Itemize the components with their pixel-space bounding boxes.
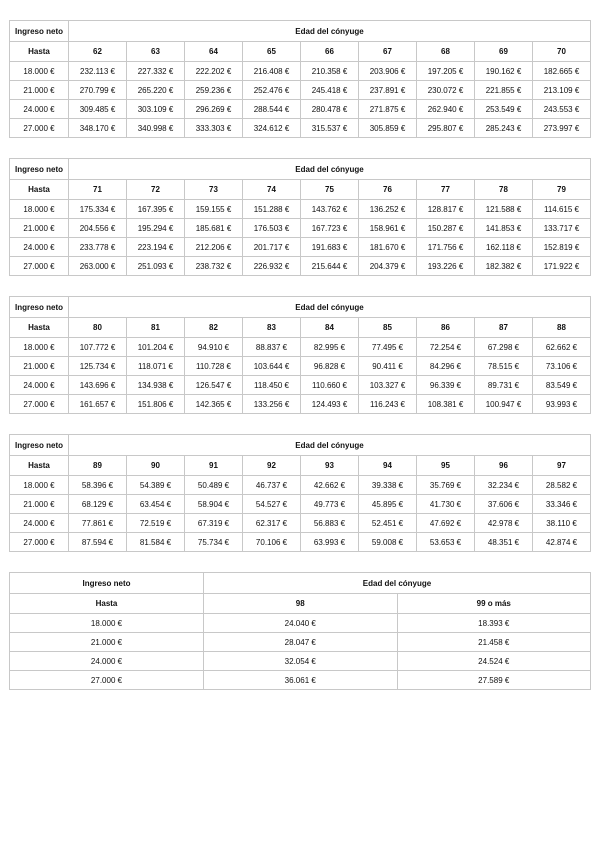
value-cell: 158.961 € xyxy=(359,219,417,238)
income-cell: 18.000 € xyxy=(10,614,204,633)
value-cell: 273.997 € xyxy=(533,119,591,138)
value-cell: 182.665 € xyxy=(533,62,591,81)
income-cell: 21.000 € xyxy=(10,81,69,100)
value-cell: 212.206 € xyxy=(185,238,243,257)
value-cell: 50.489 € xyxy=(185,476,243,495)
value-cell: 42.874 € xyxy=(533,533,591,552)
income-age-table xyxy=(9,572,591,690)
value-cell: 54.527 € xyxy=(243,495,301,514)
value-cell: 151.288 € xyxy=(243,200,301,219)
value-cell: 167.395 € xyxy=(127,200,185,219)
value-cell: 62.662 € xyxy=(533,338,591,357)
value-cell: 143.696 € xyxy=(69,376,127,395)
value-cell: 96.828 € xyxy=(301,357,359,376)
value-cell: 37.606 € xyxy=(475,495,533,514)
age-column-header: 94 xyxy=(359,456,417,476)
value-cell: 93.993 € xyxy=(533,395,591,414)
age-column-header: 87 xyxy=(475,318,533,338)
table-row xyxy=(10,357,591,376)
value-cell: 59.008 € xyxy=(359,533,417,552)
value-cell: 96.339 € xyxy=(417,376,475,395)
value-cell: 42.978 € xyxy=(475,514,533,533)
table-row xyxy=(10,81,591,100)
age-column-header: 66 xyxy=(301,42,359,62)
value-cell: 176.503 € xyxy=(243,219,301,238)
row-header: Hasta xyxy=(10,180,69,200)
age-column-header: 63 xyxy=(127,42,185,62)
table-row xyxy=(10,238,591,257)
value-cell: 226.932 € xyxy=(243,257,301,276)
value-cell: 221.855 € xyxy=(475,81,533,100)
value-cell: 83.549 € xyxy=(533,376,591,395)
value-cell: 133.256 € xyxy=(243,395,301,414)
value-cell: 133.717 € xyxy=(533,219,591,238)
table-row xyxy=(10,100,591,119)
value-cell: 63.993 € xyxy=(301,533,359,552)
value-cell: 171.756 € xyxy=(417,238,475,257)
value-cell: 136.252 € xyxy=(359,200,417,219)
value-cell: 253.549 € xyxy=(475,100,533,119)
value-cell: 303.109 € xyxy=(127,100,185,119)
value-cell: 48.351 € xyxy=(475,533,533,552)
value-cell: 210.358 € xyxy=(301,62,359,81)
value-cell: 103.644 € xyxy=(243,357,301,376)
income-cell: 21.000 € xyxy=(10,219,69,238)
table-row xyxy=(10,376,591,395)
value-cell: 28.582 € xyxy=(533,476,591,495)
income-cell: 27.000 € xyxy=(10,533,69,552)
income-cell: 24.000 € xyxy=(10,238,69,257)
value-cell: 27.589 € xyxy=(397,671,591,690)
income-cell: 24.000 € xyxy=(10,100,69,119)
age-column-header: 82 xyxy=(185,318,243,338)
value-cell: 94.910 € xyxy=(185,338,243,357)
value-cell: 309.485 € xyxy=(69,100,127,119)
value-cell: 271.875 € xyxy=(359,100,417,119)
value-cell: 315.537 € xyxy=(301,119,359,138)
table-row xyxy=(10,514,591,533)
value-cell: 296.269 € xyxy=(185,100,243,119)
value-cell: 58.904 € xyxy=(185,495,243,514)
age-column-header: 93 xyxy=(301,456,359,476)
value-cell: 348.170 € xyxy=(69,119,127,138)
value-cell: 38.110 € xyxy=(533,514,591,533)
value-cell: 110.728 € xyxy=(185,357,243,376)
value-cell: 227.332 € xyxy=(127,62,185,81)
corner-label: Ingreso neto xyxy=(10,159,69,180)
value-cell: 175.334 € xyxy=(69,200,127,219)
value-cell: 56.883 € xyxy=(301,514,359,533)
value-cell: 47.692 € xyxy=(417,514,475,533)
value-cell: 41.730 € xyxy=(417,495,475,514)
value-cell: 263.000 € xyxy=(69,257,127,276)
tables-container xyxy=(9,20,590,690)
value-cell: 125.734 € xyxy=(69,357,127,376)
value-cell: 39.338 € xyxy=(359,476,417,495)
value-cell: 128.817 € xyxy=(417,200,475,219)
value-cell: 67.319 € xyxy=(185,514,243,533)
income-cell: 24.000 € xyxy=(10,652,204,671)
value-cell: 245.418 € xyxy=(301,81,359,100)
corner-label: Ingreso neto xyxy=(10,573,204,594)
value-cell: 167.723 € xyxy=(301,219,359,238)
value-cell: 36.061 € xyxy=(204,671,398,690)
value-cell: 21.458 € xyxy=(397,633,591,652)
corner-label: Ingreso neto xyxy=(10,435,69,456)
value-cell: 82.995 € xyxy=(301,338,359,357)
age-column-header: 95 xyxy=(417,456,475,476)
table-row xyxy=(10,533,591,552)
table-row xyxy=(10,614,591,633)
value-cell: 190.162 € xyxy=(475,62,533,81)
age-column-header: 76 xyxy=(359,180,417,200)
value-cell: 45.895 € xyxy=(359,495,417,514)
value-cell: 72.254 € xyxy=(417,338,475,357)
value-cell: 67.298 € xyxy=(475,338,533,357)
age-column-header: 86 xyxy=(417,318,475,338)
age-column-header: 80 xyxy=(69,318,127,338)
value-cell: 35.769 € xyxy=(417,476,475,495)
value-cell: 238.732 € xyxy=(185,257,243,276)
value-cell: 89.731 € xyxy=(475,376,533,395)
value-cell: 204.556 € xyxy=(69,219,127,238)
value-cell: 124.493 € xyxy=(301,395,359,414)
income-cell: 21.000 € xyxy=(10,633,204,652)
value-cell: 90.411 € xyxy=(359,357,417,376)
value-cell: 52.451 € xyxy=(359,514,417,533)
age-column-header: 84 xyxy=(301,318,359,338)
row-header: Hasta xyxy=(10,594,204,614)
value-cell: 162.118 € xyxy=(475,238,533,257)
table-row xyxy=(10,62,591,81)
value-cell: 215.644 € xyxy=(301,257,359,276)
value-cell: 265.220 € xyxy=(127,81,185,100)
value-cell: 88.837 € xyxy=(243,338,301,357)
age-column-header: 64 xyxy=(185,42,243,62)
value-cell: 24.524 € xyxy=(397,652,591,671)
income-cell: 27.000 € xyxy=(10,671,204,690)
age-column-header: 73 xyxy=(185,180,243,200)
value-cell: 78.515 € xyxy=(475,357,533,376)
value-cell: 259.236 € xyxy=(185,81,243,100)
value-cell: 252.476 € xyxy=(243,81,301,100)
group-header: Edad del cónyuge xyxy=(69,159,591,180)
row-header: Hasta xyxy=(10,42,69,62)
value-cell: 243.553 € xyxy=(533,100,591,119)
group-header: Edad del cónyuge xyxy=(69,435,591,456)
value-cell: 204.379 € xyxy=(359,257,417,276)
value-cell: 42.662 € xyxy=(301,476,359,495)
value-cell: 295.807 € xyxy=(417,119,475,138)
value-cell: 121.588 € xyxy=(475,200,533,219)
value-cell: 116.243 € xyxy=(359,395,417,414)
value-cell: 340.998 € xyxy=(127,119,185,138)
value-cell: 84.296 € xyxy=(417,357,475,376)
value-cell: 32.234 € xyxy=(475,476,533,495)
income-age-table xyxy=(9,20,591,138)
age-column-header: 78 xyxy=(475,180,533,200)
age-column-header: 67 xyxy=(359,42,417,62)
value-cell: 32.054 € xyxy=(204,652,398,671)
income-cell: 27.000 € xyxy=(10,119,69,138)
age-column-header: 65 xyxy=(243,42,301,62)
value-cell: 191.683 € xyxy=(301,238,359,257)
age-column-header: 75 xyxy=(301,180,359,200)
table-row xyxy=(10,219,591,238)
value-cell: 223.194 € xyxy=(127,238,185,257)
age-column-header: 90 xyxy=(127,456,185,476)
row-header: Hasta xyxy=(10,318,69,338)
value-cell: 49.773 € xyxy=(301,495,359,514)
value-cell: 81.584 € xyxy=(127,533,185,552)
value-cell: 73.106 € xyxy=(533,357,591,376)
value-cell: 70.106 € xyxy=(243,533,301,552)
value-cell: 222.202 € xyxy=(185,62,243,81)
value-cell: 251.093 € xyxy=(127,257,185,276)
row-header: Hasta xyxy=(10,456,69,476)
income-cell: 21.000 € xyxy=(10,357,69,376)
age-column-header: 98 xyxy=(204,594,398,614)
age-column-header: 92 xyxy=(243,456,301,476)
income-cell: 18.000 € xyxy=(10,338,69,357)
value-cell: 216.408 € xyxy=(243,62,301,81)
age-column-header: 72 xyxy=(127,180,185,200)
value-cell: 233.778 € xyxy=(69,238,127,257)
value-cell: 33.346 € xyxy=(533,495,591,514)
table-row xyxy=(10,671,591,690)
value-cell: 305.859 € xyxy=(359,119,417,138)
value-cell: 101.204 € xyxy=(127,338,185,357)
group-header: Edad del cónyuge xyxy=(204,573,591,594)
income-cell: 18.000 € xyxy=(10,200,69,219)
value-cell: 54.389 € xyxy=(127,476,185,495)
value-cell: 333.303 € xyxy=(185,119,243,138)
value-cell: 262.940 € xyxy=(417,100,475,119)
income-cell: 24.000 € xyxy=(10,376,69,395)
age-column-header: 71 xyxy=(69,180,127,200)
value-cell: 18.393 € xyxy=(397,614,591,633)
value-cell: 63.454 € xyxy=(127,495,185,514)
age-column-header: 91 xyxy=(185,456,243,476)
value-cell: 143.762 € xyxy=(301,200,359,219)
age-column-header: 89 xyxy=(69,456,127,476)
value-cell: 114.615 € xyxy=(533,200,591,219)
age-column-header: 77 xyxy=(417,180,475,200)
income-cell: 18.000 € xyxy=(10,476,69,495)
value-cell: 151.806 € xyxy=(127,395,185,414)
age-column-header: 74 xyxy=(243,180,301,200)
value-cell: 118.450 € xyxy=(243,376,301,395)
value-cell: 195.294 € xyxy=(127,219,185,238)
value-cell: 197.205 € xyxy=(417,62,475,81)
age-column-header: 68 xyxy=(417,42,475,62)
income-cell: 18.000 € xyxy=(10,62,69,81)
value-cell: 118.071 € xyxy=(127,357,185,376)
group-header: Edad del cónyuge xyxy=(69,297,591,318)
group-header: Edad del cónyuge xyxy=(69,21,591,42)
corner-label: Ingreso neto xyxy=(10,297,69,318)
value-cell: 161.657 € xyxy=(69,395,127,414)
income-cell: 27.000 € xyxy=(10,257,69,276)
income-age-table xyxy=(9,296,591,414)
value-cell: 201.717 € xyxy=(243,238,301,257)
value-cell: 270.799 € xyxy=(69,81,127,100)
value-cell: 213.109 € xyxy=(533,81,591,100)
value-cell: 24.040 € xyxy=(204,614,398,633)
table-row xyxy=(10,257,591,276)
age-column-header: 70 xyxy=(533,42,591,62)
value-cell: 280.478 € xyxy=(301,100,359,119)
value-cell: 185.681 € xyxy=(185,219,243,238)
value-cell: 77.861 € xyxy=(69,514,127,533)
table-row xyxy=(10,652,591,671)
value-cell: 46.737 € xyxy=(243,476,301,495)
age-column-header: 69 xyxy=(475,42,533,62)
table-row xyxy=(10,495,591,514)
age-column-header: 88 xyxy=(533,318,591,338)
income-cell: 24.000 € xyxy=(10,514,69,533)
value-cell: 53.653 € xyxy=(417,533,475,552)
table-row xyxy=(10,476,591,495)
value-cell: 100.947 € xyxy=(475,395,533,414)
table-row xyxy=(10,200,591,219)
value-cell: 72.519 € xyxy=(127,514,185,533)
age-column-header: 85 xyxy=(359,318,417,338)
value-cell: 28.047 € xyxy=(204,633,398,652)
age-column-header: 81 xyxy=(127,318,185,338)
age-column-header: 99 o más xyxy=(397,594,591,614)
income-cell: 21.000 € xyxy=(10,495,69,514)
table-row xyxy=(10,395,591,414)
value-cell: 203.906 € xyxy=(359,62,417,81)
value-cell: 232.113 € xyxy=(69,62,127,81)
value-cell: 134.938 € xyxy=(127,376,185,395)
value-cell: 182.382 € xyxy=(475,257,533,276)
value-cell: 110.660 € xyxy=(301,376,359,395)
income-age-table xyxy=(9,434,591,552)
value-cell: 141.853 € xyxy=(475,219,533,238)
value-cell: 75.734 € xyxy=(185,533,243,552)
value-cell: 103.327 € xyxy=(359,376,417,395)
value-cell: 68.129 € xyxy=(69,495,127,514)
value-cell: 181.670 € xyxy=(359,238,417,257)
income-age-table xyxy=(9,158,591,276)
value-cell: 152.819 € xyxy=(533,238,591,257)
value-cell: 77.495 € xyxy=(359,338,417,357)
value-cell: 285.243 € xyxy=(475,119,533,138)
table-row xyxy=(10,633,591,652)
table-row xyxy=(10,338,591,357)
value-cell: 237.891 € xyxy=(359,81,417,100)
income-cell: 27.000 € xyxy=(10,395,69,414)
value-cell: 193.226 € xyxy=(417,257,475,276)
value-cell: 324.612 € xyxy=(243,119,301,138)
value-cell: 288.544 € xyxy=(243,100,301,119)
age-column-header: 79 xyxy=(533,180,591,200)
corner-label: Ingreso neto xyxy=(10,21,69,42)
age-column-header: 83 xyxy=(243,318,301,338)
value-cell: 62.317 € xyxy=(243,514,301,533)
value-cell: 142.365 € xyxy=(185,395,243,414)
age-column-header: 62 xyxy=(69,42,127,62)
value-cell: 126.547 € xyxy=(185,376,243,395)
value-cell: 159.155 € xyxy=(185,200,243,219)
value-cell: 107.772 € xyxy=(69,338,127,357)
value-cell: 108.381 € xyxy=(417,395,475,414)
value-cell: 171.922 € xyxy=(533,257,591,276)
value-cell: 58.396 € xyxy=(69,476,127,495)
value-cell: 87.594 € xyxy=(69,533,127,552)
value-cell: 150.287 € xyxy=(417,219,475,238)
age-column-header: 96 xyxy=(475,456,533,476)
age-column-header: 97 xyxy=(533,456,591,476)
value-cell: 230.072 € xyxy=(417,81,475,100)
table-row xyxy=(10,119,591,138)
